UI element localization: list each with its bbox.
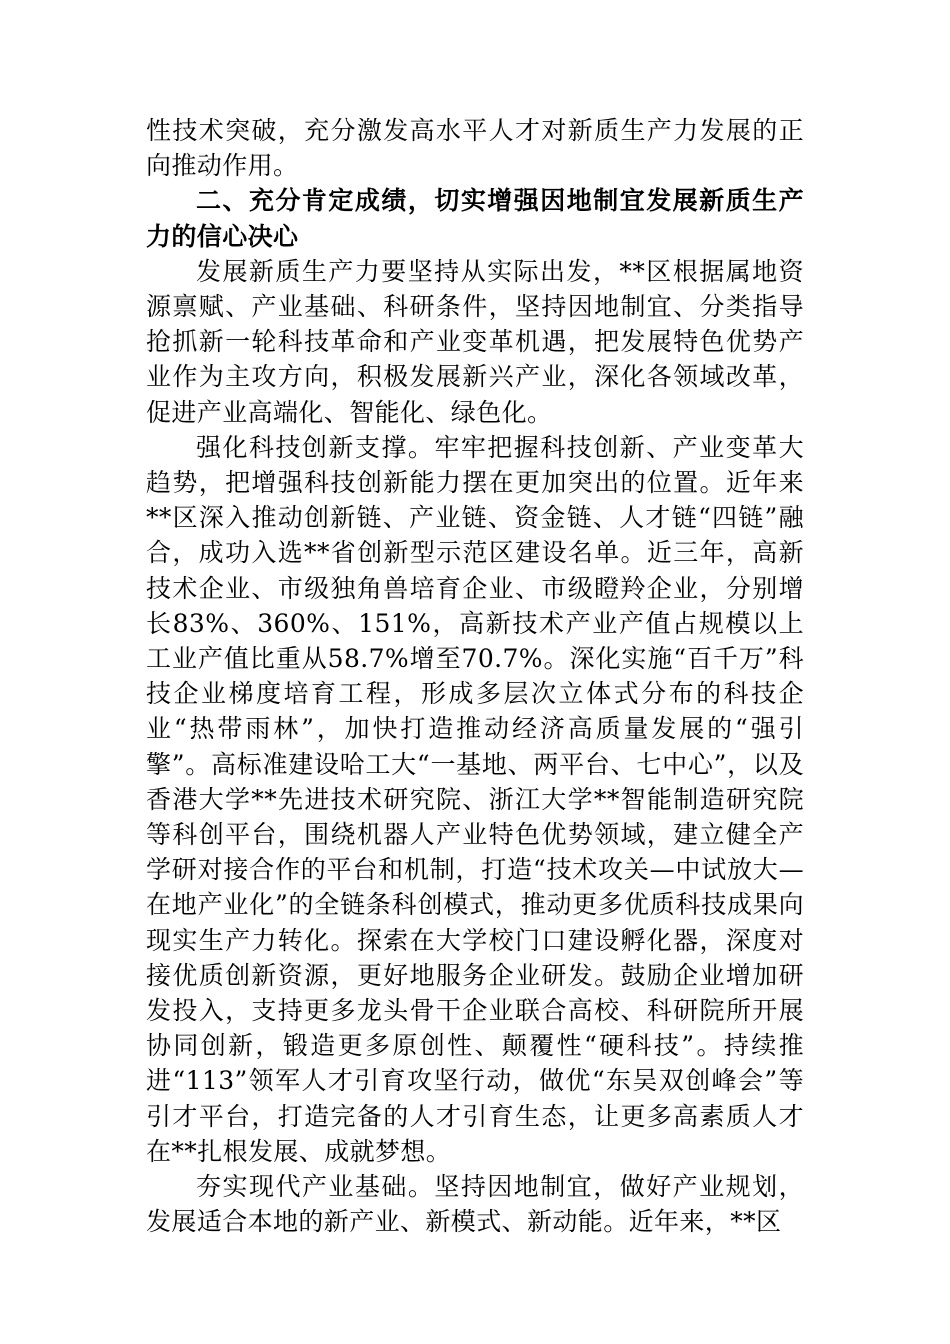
continued-paragraph: 性技术突破，充分激发高水平人才对新质生产力发展的正向推动作用。: [146, 116, 804, 181]
industry-paragraph: 夯实现代产业基础。坚持因地制宜，做好产业规划，发展适合本地的新产业、新模式、新动能。近年来，**区: [146, 1172, 804, 1237]
document-body: [146, 113, 804, 1240]
section-heading: 二、充分肯定成绩，切实增强因地制宜发展新质生产力的信心决心: [146, 186, 804, 251]
intro-paragraph: 发展新质生产力要坚持从实际出发，**区根据属地资源禀赋、产业基础、科研条件，坚持因地制宜、分类指导抢抓新一轮科技革命和产业变革机遇，把发展特色优势产业作为主攻方向，积极发展新兴产业，深化各领域改革，促进产业高端化、智能化、绿色化。: [146, 256, 804, 427]
innovation-paragraph: 强化科技创新支撑。牢牢把握科技创新、产业变革大趋势，把增强科技创新能力摆在更加突出的位置。近年来**区深入推动创新链、产业链、资金链、人才链“四链”融合，成功入选**省创新型示范区建设名单。近三年，高新技术企业、市级独角兽培育企业、市级瞪羚企业，分别增长83%、360%、151%，高新技术产业产值占规模以上工业产值比重从58.7%增至70.7%。深化实施“百千万”科技企业梯度培育工程，形成多层次立体式分布的科技企业“热带雨林”，加快打造推动经济高质量发展的“强引擎”。高标准建设哈工大“一基地、两平台、七中心”，以及香港大学**先进技术研究院、浙江大学**智能制造研究院等科创平台，围绕机器人产业特色优势领域，建立健全产学研对接合作的平台和机制，打造“技术攻关—中试放大—在地产业化”的全链条科创模式，推动更多优质科技成果向现实生产力转化。探索在大学校门口建设孵化器，深度对接优质创新资源，更好地服务企业研发。鼓励企业增加研发投入，支持更多龙头骨干企业联合高校、科研院所开展协同创新，锻造更多原创性、颠覆性“硬科技”。持续推进“113”领军人才引育攻坚行动，做优“东吴双创峰会”等引才平台，打造完备的人才引育生态，让更多高素质人才在**扎根发展、成就梦想。: [146, 432, 804, 1166]
